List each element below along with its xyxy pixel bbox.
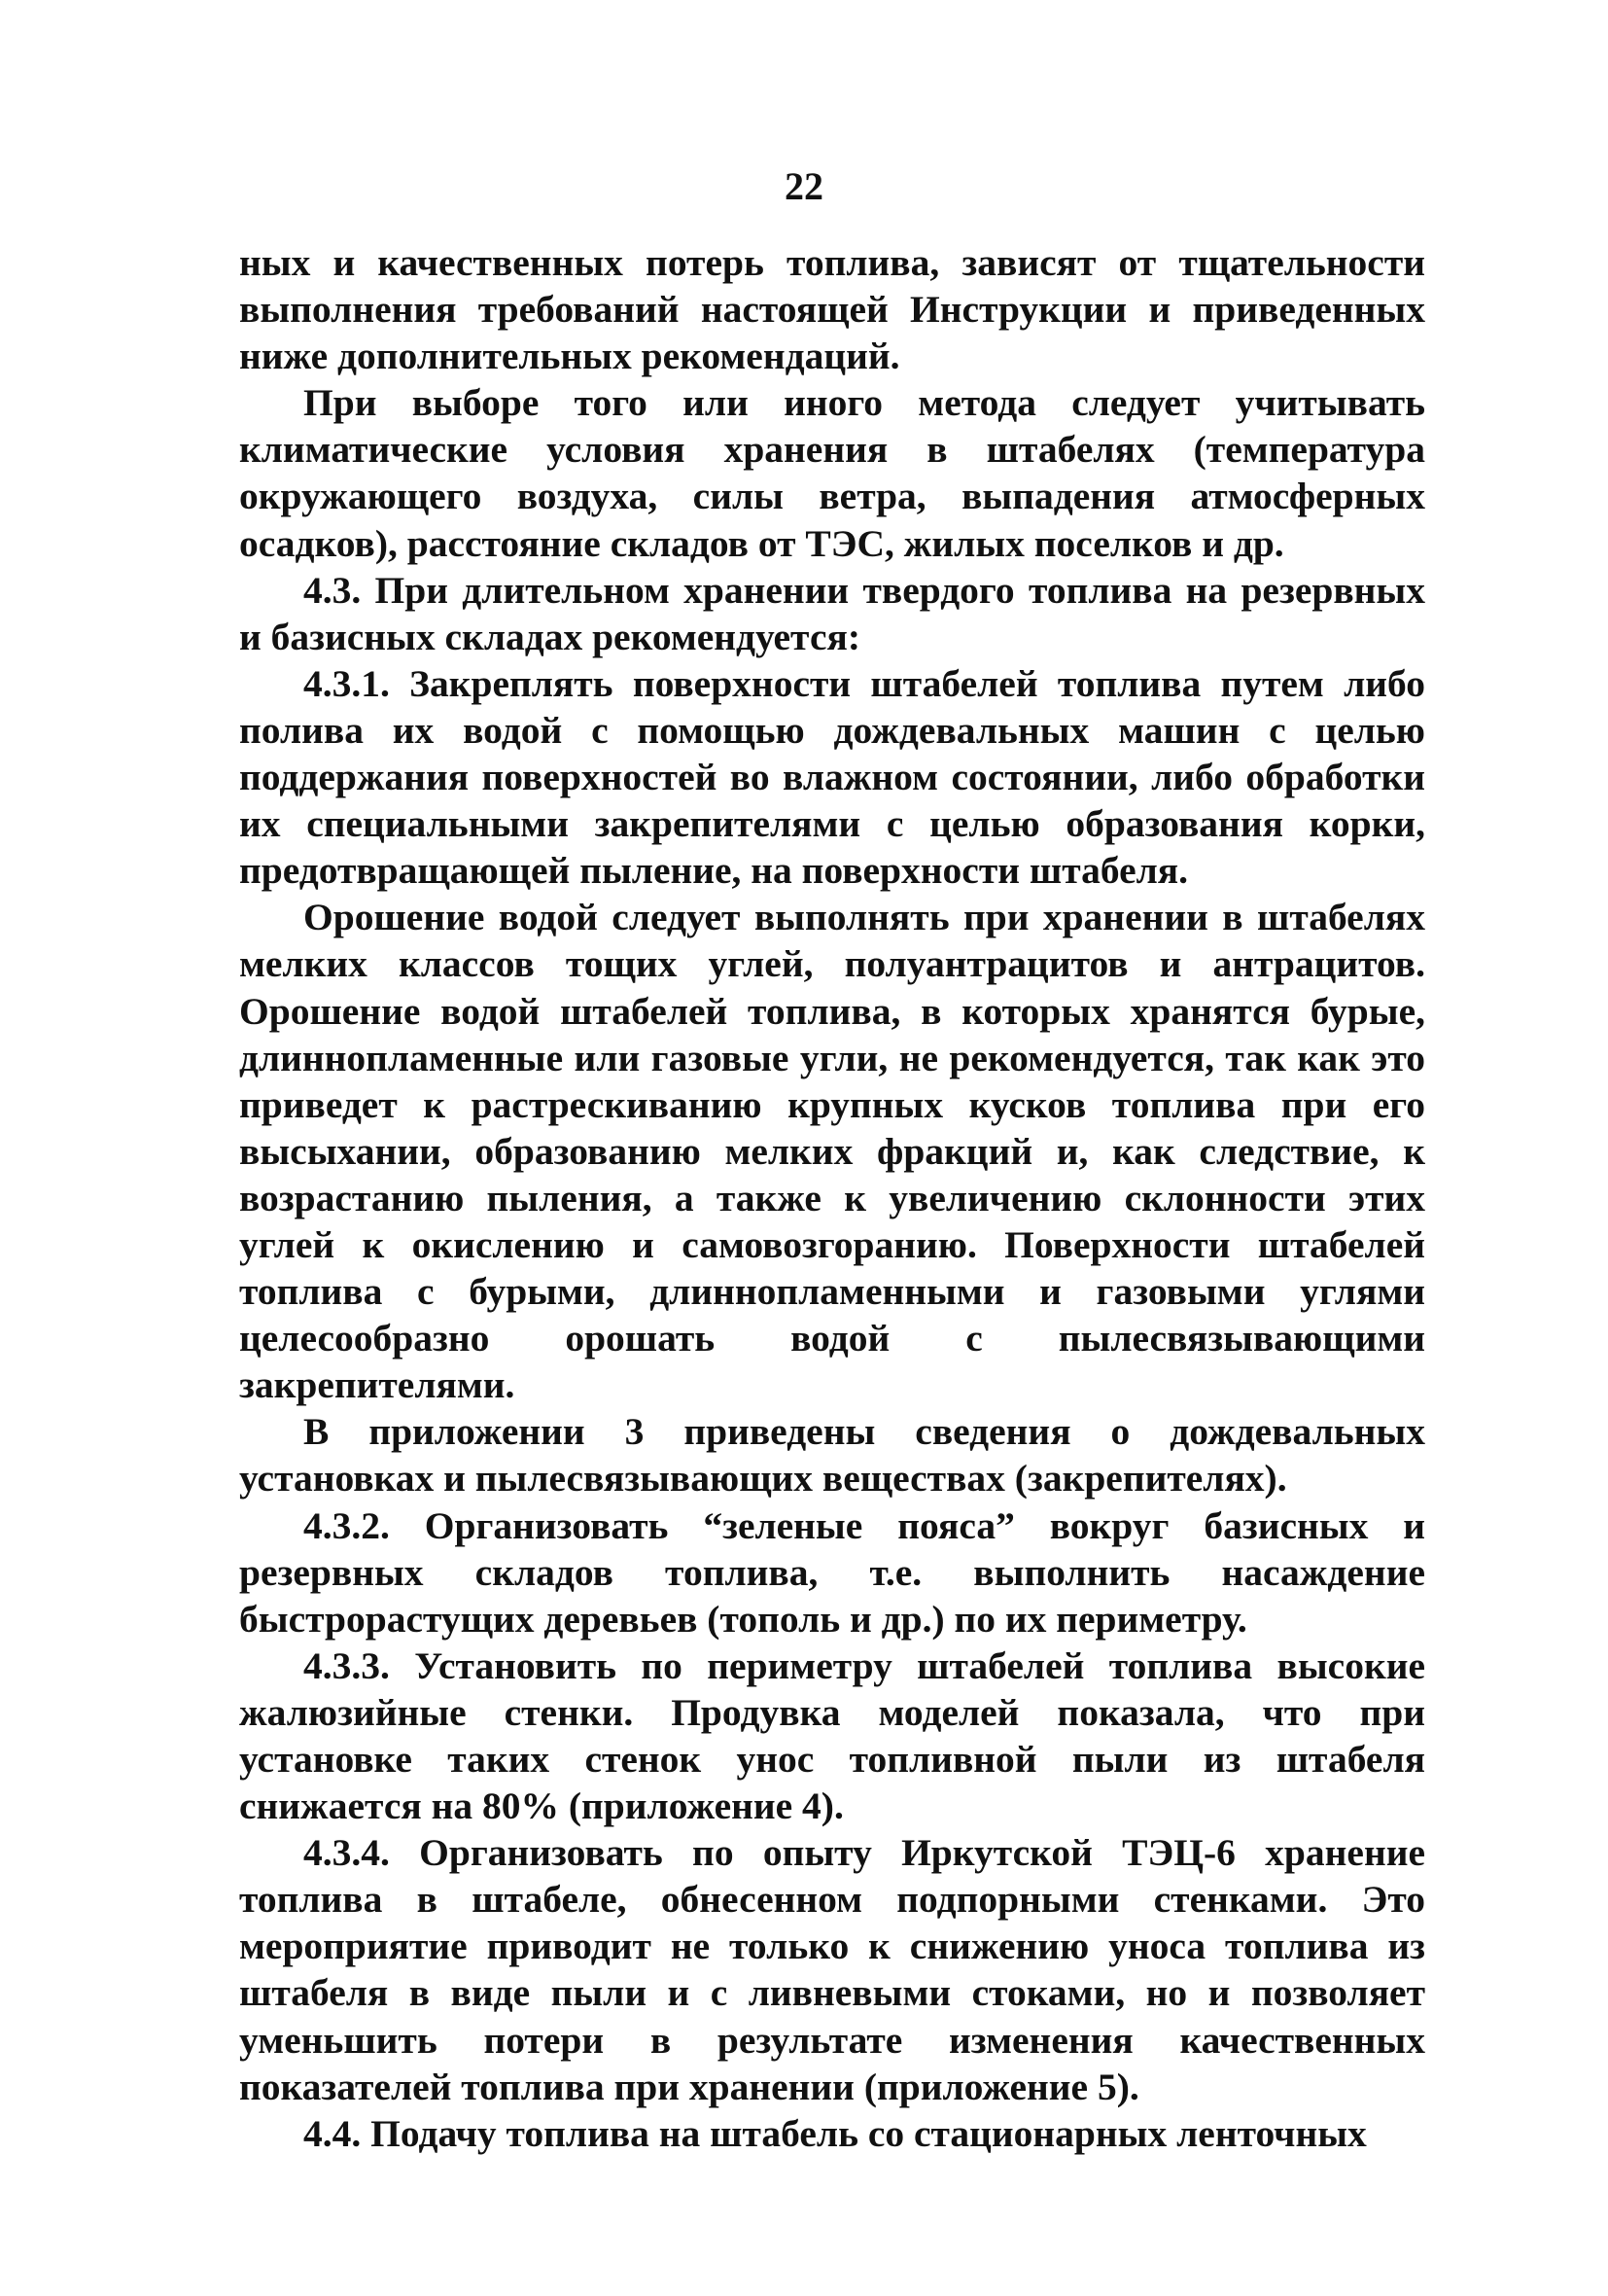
paragraph-4-3-2: 4.3.2. Организовать “зеленые пояса” вокруг базисных и резервных складов топлива, т.е. выполнить насаждение быстрорастущих деревьев (тополь и др.) по их периметру. bbox=[239, 1503, 1425, 1641]
paragraph-appendix-3: В приложении 3 приведены сведения о дождевальных установках и пылесвязывающих веществах (закрепителях). bbox=[239, 1410, 1425, 1501]
paragraph-4-3-3: 4.3.3. Установить по периметру штабелей топлива высокие жалюзийные стенки. Продувка моделей показала, что при установке таких стенок унос топливной пыли из штабеля снижается на 80% (приложение 4). bbox=[239, 1643, 1425, 1828]
paragraph-4-4: 4.4. Подачу топлива на штабель со стационарных ленточных bbox=[303, 2111, 1367, 2155]
paragraph-4-3-1: 4.3.1. Закреплять поверхности штабелей топлива путем либо полива их водой с помощью дождевальных машин с целью поддержания поверхностей во влажном состоянии, либо обработки их специальными закрепителями с целью образования корки, предотвращающей пыление, на поверхности штабеля. bbox=[239, 661, 1425, 893]
paragraph-continuation: ных и качественных потерь топлива, зависят от тщательности выполнения требований настоящей Инструкции и приведенных ниже дополнительных рекомендаций. bbox=[239, 241, 1425, 378]
paragraph-irrigation: Орошение водой следует выполнять при хранении в штабелях мелких классов тощих углей, полуантрацитов и антрацитов. Орошение водой штабелей топлива, в которых хранятся бурые, длиннопламенные или газовые угли, не рекомендуется, так как это приведет к растрескиванию крупных кусков топлива при его высыхании, образованию мелких фракций и, как следствие, к возрастанию пыления, а также к увеличению склонности этих углей к окислению и самовозгоранию. Поверхности штабелей топлива с бурыми, длиннопламенными и газовыми углями целесообразно орошать водой с пылесвязывающими закрепителями. bbox=[239, 896, 1425, 1407]
paragraph-4-3-4: 4.3.4. Организовать по опыту Иркутской ТЭЦ-6 хранение топлива в штабеле, обнесенном подпорными стенками. Это мероприятие приводит не только к снижению уноса топлива из штабеля в виде пыли и с ливневыми стоками, но и позволяет уменьшить потери в результате изменения качественных показателей топлива при хранении (приложение 5). bbox=[239, 1831, 1425, 2108]
paragraph-4-3: 4.3. При длительном хранении твердого топлива на резервных и базисных складах рекомендуется: bbox=[239, 568, 1425, 658]
body-text bbox=[239, 239, 1425, 2157]
page-number: 22 bbox=[785, 164, 823, 208]
paragraph-method-choice: При выборе того или иного метода следует учитывать климатические условия хранения в штабелях (температура окружающего воздуха, силы ветра, выпадения атмосферных осадков), расстояние складов от ТЭС, жилых поселков и др. bbox=[239, 381, 1425, 565]
